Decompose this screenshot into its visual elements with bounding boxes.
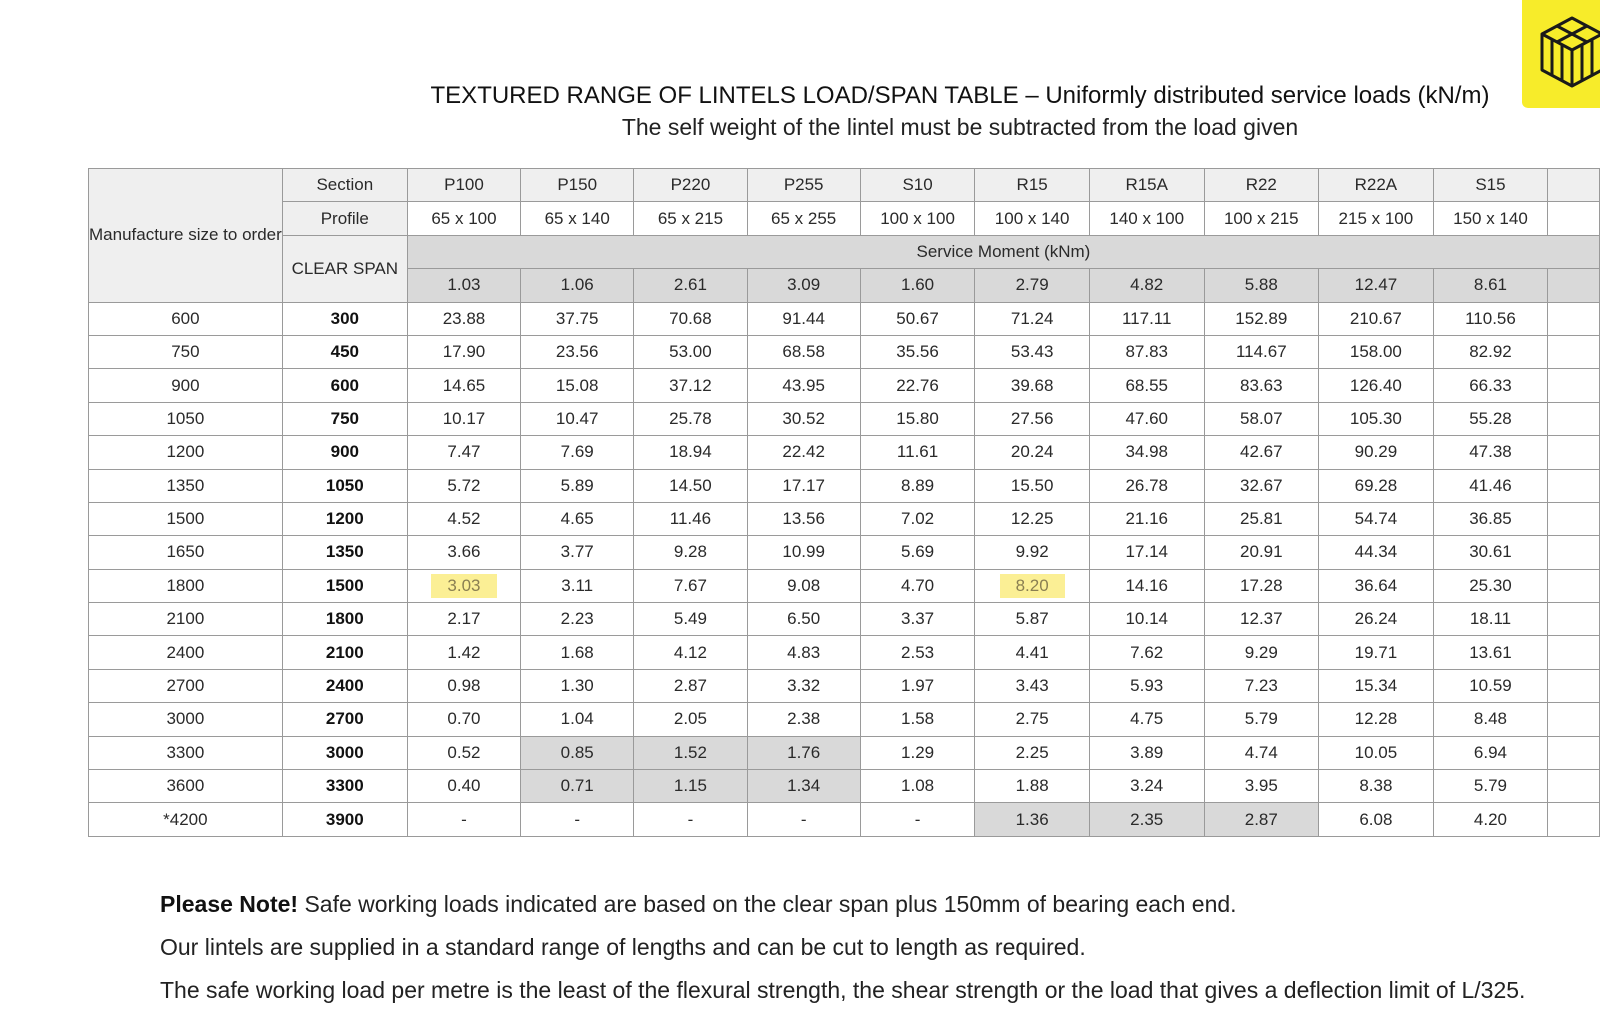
service-moment-cell: 1.03 bbox=[407, 269, 520, 302]
load-value-cell: 17.17 bbox=[747, 469, 860, 502]
edge-cell bbox=[1548, 202, 1600, 235]
load-value-cell: 25.81 bbox=[1204, 502, 1319, 535]
clear-span-cell: 750 bbox=[282, 402, 407, 435]
load-value-cell: 17.14 bbox=[1089, 536, 1204, 569]
load-value-cell: 54.74 bbox=[1319, 502, 1434, 535]
section-cell: S15 bbox=[1433, 169, 1548, 202]
manufacture-size-cell: 1350 bbox=[89, 469, 283, 502]
load-value-cell: 0.70 bbox=[407, 703, 520, 736]
load-value-cell: 68.58 bbox=[747, 335, 860, 368]
clear-span-cell: 3900 bbox=[282, 803, 407, 836]
manufacture-size-cell: 1800 bbox=[89, 569, 283, 602]
page-subtitle bbox=[0, 114, 1600, 141]
load-value-cell: 5.93 bbox=[1089, 669, 1204, 702]
page-title bbox=[0, 82, 1600, 110]
load-value-cell: 13.56 bbox=[747, 502, 860, 535]
service-moment-cell: 3.09 bbox=[747, 269, 860, 302]
load-value-cell: 2.87 bbox=[1204, 803, 1319, 836]
profile-cell: 140 x 100 bbox=[1089, 202, 1204, 235]
load-value-cell: 8.48 bbox=[1433, 703, 1548, 736]
load-value-cell: 5.79 bbox=[1433, 770, 1548, 803]
load-value-cell: 34.98 bbox=[1089, 436, 1204, 469]
load-value-cell: 0.71 bbox=[521, 770, 634, 803]
load-value-cell: 2.35 bbox=[1089, 803, 1204, 836]
load-value-cell: 4.41 bbox=[975, 636, 1090, 669]
load-value-cell: 17.28 bbox=[1204, 569, 1319, 602]
manufacture-size-cell: 2400 bbox=[89, 636, 283, 669]
profile-cell: 65 x 215 bbox=[634, 202, 747, 235]
load-value-cell: 36.64 bbox=[1319, 569, 1434, 602]
clear-span-cell: 300 bbox=[282, 302, 407, 335]
clear-span-cell: 900 bbox=[282, 436, 407, 469]
service-moment-cell: 1.06 bbox=[521, 269, 634, 302]
load-value-cell: 152.89 bbox=[1204, 302, 1319, 335]
load-value-cell: 1.34 bbox=[747, 770, 860, 803]
load-value-cell: 26.24 bbox=[1319, 603, 1434, 636]
profile-cell: 65 x 255 bbox=[747, 202, 860, 235]
isometric-cubes-icon bbox=[1540, 16, 1600, 88]
load-value-cell: 69.28 bbox=[1319, 469, 1434, 502]
load-value-cell: 90.29 bbox=[1319, 436, 1434, 469]
profile-cell: 100 x 215 bbox=[1204, 202, 1319, 235]
load-value-cell: 20.24 bbox=[975, 436, 1090, 469]
load-value-cell: 158.00 bbox=[1319, 335, 1434, 368]
load-value-cell: 5.72 bbox=[407, 469, 520, 502]
load-value-cell: 5.89 bbox=[521, 469, 634, 502]
load-value-cell: 19.71 bbox=[1319, 636, 1434, 669]
load-value-cell: 10.17 bbox=[407, 402, 520, 435]
load-value-cell: 25.78 bbox=[634, 402, 747, 435]
load-value-cell: 2.25 bbox=[975, 736, 1090, 769]
load-value-cell: 35.56 bbox=[860, 335, 975, 368]
load-span-table bbox=[88, 168, 1600, 837]
profile-cell: 65 x 140 bbox=[521, 202, 634, 235]
section-cell: P220 bbox=[634, 169, 747, 202]
load-value-cell: 3.77 bbox=[521, 536, 634, 569]
load-value-cell: 3.66 bbox=[407, 536, 520, 569]
manufacture-size-cell: 3300 bbox=[89, 736, 283, 769]
manufacture-size-cell: 600 bbox=[89, 302, 283, 335]
profile-row bbox=[89, 202, 1600, 235]
load-value-cell: 83.63 bbox=[1204, 369, 1319, 402]
clear-span-cell: 2400 bbox=[282, 669, 407, 702]
notes-section bbox=[160, 892, 1580, 1021]
note-text-3: The safe working load per metre is the least of the flexural strength, the shear strength or the load that gives a deflection limit of L/325. bbox=[160, 977, 1526, 1003]
edge-cell bbox=[1548, 603, 1600, 636]
section-cell: R15A bbox=[1089, 169, 1204, 202]
profile-label: Profile bbox=[282, 202, 407, 235]
load-value-cell: 3.95 bbox=[1204, 770, 1319, 803]
profile-cell: 100 x 100 bbox=[860, 202, 975, 235]
profile-cell: 100 x 140 bbox=[975, 202, 1090, 235]
load-value-cell: 1.68 bbox=[521, 636, 634, 669]
service-moment-cell: 8.61 bbox=[1433, 269, 1548, 302]
highlighted-load-cell bbox=[407, 569, 520, 602]
edge-cell bbox=[1548, 636, 1600, 669]
load-value-cell: 10.47 bbox=[521, 402, 634, 435]
load-value-cell: 68.55 bbox=[1089, 369, 1204, 402]
load-value-cell: 7.02 bbox=[860, 502, 975, 535]
load-value-cell: 37.12 bbox=[634, 369, 747, 402]
load-value-cell: 53.00 bbox=[634, 335, 747, 368]
note-lead: Please Note! bbox=[160, 891, 299, 917]
load-value-cell: 10.05 bbox=[1319, 736, 1434, 769]
subtitle-text: The self weight of the lintel must be subtracted from the load given bbox=[621, 114, 1299, 140]
load-value-cell: 12.28 bbox=[1319, 703, 1434, 736]
load-value-cell: 0.52 bbox=[407, 736, 520, 769]
load-value-cell: 11.61 bbox=[860, 436, 975, 469]
load-value-cell: - bbox=[860, 803, 975, 836]
load-value-cell: 55.28 bbox=[1433, 402, 1548, 435]
edge-cell bbox=[1548, 469, 1600, 502]
table-row bbox=[89, 402, 1600, 435]
load-value-cell: 0.85 bbox=[521, 736, 634, 769]
load-value-cell: 5.79 bbox=[1204, 703, 1319, 736]
load-value-cell: 11.46 bbox=[634, 502, 747, 535]
section-cell: R22 bbox=[1204, 169, 1319, 202]
load-value-cell: 1.08 bbox=[860, 770, 975, 803]
load-value-cell: 2.05 bbox=[634, 703, 747, 736]
load-value-cell: 2.87 bbox=[634, 669, 747, 702]
load-value-cell: 2.17 bbox=[407, 603, 520, 636]
load-value-cell: 3.37 bbox=[860, 603, 975, 636]
load-value-cell: 47.60 bbox=[1089, 402, 1204, 435]
note-line-1 bbox=[160, 892, 1580, 917]
load-value-cell: 5.49 bbox=[634, 603, 747, 636]
table-row bbox=[89, 436, 1600, 469]
profile-cell: 65 x 100 bbox=[407, 202, 520, 235]
manufacture-size-cell: 1650 bbox=[89, 536, 283, 569]
load-value-cell: 1.36 bbox=[975, 803, 1090, 836]
load-value-cell: 41.46 bbox=[1433, 469, 1548, 502]
load-value-cell: 82.92 bbox=[1433, 335, 1548, 368]
load-value-cell: 1.04 bbox=[521, 703, 634, 736]
manufacture-size-cell: 1050 bbox=[89, 402, 283, 435]
load-value-cell: - bbox=[634, 803, 747, 836]
highlighted-load-cell bbox=[975, 569, 1090, 602]
edge-cell bbox=[1548, 436, 1600, 469]
table-row bbox=[89, 369, 1600, 402]
load-value-cell: 3.89 bbox=[1089, 736, 1204, 769]
load-value-cell: 1.30 bbox=[521, 669, 634, 702]
load-value-cell: 37.75 bbox=[521, 302, 634, 335]
edge-cell bbox=[1548, 369, 1600, 402]
load-value-cell: 7.47 bbox=[407, 436, 520, 469]
load-value-cell: 15.34 bbox=[1319, 669, 1434, 702]
load-value-cell: 22.76 bbox=[860, 369, 975, 402]
load-value-cell: 15.08 bbox=[521, 369, 634, 402]
load-value-cell: 4.12 bbox=[634, 636, 747, 669]
load-value-cell: 1.76 bbox=[747, 736, 860, 769]
load-value-cell: 13.61 bbox=[1433, 636, 1548, 669]
load-value-cell: 5.87 bbox=[975, 603, 1090, 636]
clear-span-cell: 1350 bbox=[282, 536, 407, 569]
manufacture-size-cell: 2100 bbox=[89, 603, 283, 636]
table-row bbox=[89, 770, 1600, 803]
load-value-cell: 23.56 bbox=[521, 335, 634, 368]
load-value-cell: 2.38 bbox=[747, 703, 860, 736]
load-value-cell: 4.75 bbox=[1089, 703, 1204, 736]
load-value-cell: 114.67 bbox=[1204, 335, 1319, 368]
clear-span-cell: 450 bbox=[282, 335, 407, 368]
load-value-cell: 1.88 bbox=[975, 770, 1090, 803]
table-row bbox=[89, 469, 1600, 502]
note-text-1: Safe working loads indicated are based on the clear span plus 150mm of bearing each end. bbox=[304, 891, 1237, 917]
load-value-cell: 70.68 bbox=[634, 302, 747, 335]
load-value-cell: 4.52 bbox=[407, 502, 520, 535]
load-value-cell: 9.28 bbox=[634, 536, 747, 569]
manufacture-size-header: Manufacture size to order bbox=[89, 169, 283, 303]
load-value-cell: 2.53 bbox=[860, 636, 975, 669]
load-value-cell: 6.50 bbox=[747, 603, 860, 636]
load-value-cell: 105.30 bbox=[1319, 402, 1434, 435]
service-moment-cell: 5.88 bbox=[1204, 269, 1319, 302]
load-value: 3.03 bbox=[431, 574, 496, 598]
load-value-cell: 58.07 bbox=[1204, 402, 1319, 435]
section-cell: R22A bbox=[1319, 169, 1434, 202]
table-row bbox=[89, 302, 1600, 335]
load-value-cell: 39.68 bbox=[975, 369, 1090, 402]
load-value-cell: 18.94 bbox=[634, 436, 747, 469]
edge-cell bbox=[1548, 536, 1600, 569]
load-value-cell: 47.38 bbox=[1433, 436, 1548, 469]
service-moment-row bbox=[89, 235, 1600, 268]
service-moment-header: Service Moment (kNm) bbox=[407, 235, 1599, 268]
load-value-cell: 1.42 bbox=[407, 636, 520, 669]
load-value-cell: 1.15 bbox=[634, 770, 747, 803]
load-value-cell: 18.11 bbox=[1433, 603, 1548, 636]
clear-span-header: CLEAR SPAN bbox=[282, 235, 407, 302]
edge-cell bbox=[1548, 402, 1600, 435]
edge-cell bbox=[1548, 169, 1600, 202]
table-row bbox=[89, 669, 1600, 702]
load-value-cell: 0.40 bbox=[407, 770, 520, 803]
edge-cell bbox=[1548, 335, 1600, 368]
service-moment-cell: 2.79 bbox=[975, 269, 1090, 302]
load-value-cell: 4.20 bbox=[1433, 803, 1548, 836]
load-value-cell: - bbox=[521, 803, 634, 836]
load-value-cell: 10.14 bbox=[1089, 603, 1204, 636]
load-value-cell: 1.58 bbox=[860, 703, 975, 736]
load-value-cell: 21.16 bbox=[1089, 502, 1204, 535]
load-value-cell: 23.88 bbox=[407, 302, 520, 335]
load-value-cell: 10.59 bbox=[1433, 669, 1548, 702]
load-value-cell: 1.29 bbox=[860, 736, 975, 769]
load-value-cell: - bbox=[747, 803, 860, 836]
edge-cell bbox=[1548, 803, 1600, 836]
load-value-cell: 9.29 bbox=[1204, 636, 1319, 669]
table-row bbox=[89, 569, 1600, 602]
clear-span-cell: 3300 bbox=[282, 770, 407, 803]
section-cell: R15 bbox=[975, 169, 1090, 202]
table-row bbox=[89, 603, 1600, 636]
load-value-cell: 2.75 bbox=[975, 703, 1090, 736]
load-value-cell: 8.38 bbox=[1319, 770, 1434, 803]
manufacture-size-cell: 3600 bbox=[89, 770, 283, 803]
table-row bbox=[89, 636, 1600, 669]
load-value-cell: 0.98 bbox=[407, 669, 520, 702]
manufacture-size-cell: 900 bbox=[89, 369, 283, 402]
load-value-cell: 17.90 bbox=[407, 335, 520, 368]
edge-cell bbox=[1548, 269, 1600, 302]
edge-cell bbox=[1548, 703, 1600, 736]
section-cell: S10 bbox=[860, 169, 975, 202]
clear-span-cell: 3000 bbox=[282, 736, 407, 769]
load-value-cell: 25.30 bbox=[1433, 569, 1548, 602]
load-value-cell: 32.67 bbox=[1204, 469, 1319, 502]
edge-cell bbox=[1548, 669, 1600, 702]
section-label: Section bbox=[282, 169, 407, 202]
load-value-cell: 4.83 bbox=[747, 636, 860, 669]
load-value-cell: 27.56 bbox=[975, 402, 1090, 435]
load-value-cell: 66.33 bbox=[1433, 369, 1548, 402]
manufacture-size-cell: 750 bbox=[89, 335, 283, 368]
load-value-cell: 15.50 bbox=[975, 469, 1090, 502]
load-value-cell: 15.80 bbox=[860, 402, 975, 435]
table-row bbox=[89, 502, 1600, 535]
load-value-cell: 36.85 bbox=[1433, 502, 1548, 535]
load-value-cell: 8.89 bbox=[860, 469, 975, 502]
note-line-3 bbox=[160, 978, 1580, 1003]
clear-span-cell: 1800 bbox=[282, 603, 407, 636]
load-value-cell: 4.74 bbox=[1204, 736, 1319, 769]
clear-span-cell: 2700 bbox=[282, 703, 407, 736]
section-row bbox=[89, 169, 1600, 202]
section-cell: P150 bbox=[521, 169, 634, 202]
manufacture-size-cell: 1500 bbox=[89, 502, 283, 535]
load-value-cell: 210.67 bbox=[1319, 302, 1434, 335]
load-value-cell: 30.61 bbox=[1433, 536, 1548, 569]
table-row bbox=[89, 803, 1600, 836]
load-value-cell: 1.52 bbox=[634, 736, 747, 769]
load-value-cell: 5.69 bbox=[860, 536, 975, 569]
title-text: TEXTURED RANGE OF LINTELS LOAD/SPAN TABLE – Uniformly distributed service loads (kN/m) bbox=[430, 82, 1490, 109]
table-row bbox=[89, 703, 1600, 736]
load-value-cell: 14.50 bbox=[634, 469, 747, 502]
profile-cell: 215 x 100 bbox=[1319, 202, 1434, 235]
load-value-cell: 9.08 bbox=[747, 569, 860, 602]
note-text-2: Our lintels are supplied in a standard range of lengths and can be cut to length as required. bbox=[160, 934, 1086, 960]
load-value-cell: 2.23 bbox=[521, 603, 634, 636]
load-value-cell: 53.43 bbox=[975, 335, 1090, 368]
load-value-cell: 14.16 bbox=[1089, 569, 1204, 602]
load-value-cell: - bbox=[407, 803, 520, 836]
load-value-cell: 3.32 bbox=[747, 669, 860, 702]
load-value-cell: 50.67 bbox=[860, 302, 975, 335]
load-value-cell: 3.24 bbox=[1089, 770, 1204, 803]
clear-span-cell: 600 bbox=[282, 369, 407, 402]
clear-span-cell: 1200 bbox=[282, 502, 407, 535]
load-value-cell: 3.11 bbox=[521, 569, 634, 602]
clear-span-cell: 1050 bbox=[282, 469, 407, 502]
load-value-cell: 87.83 bbox=[1089, 335, 1204, 368]
load-value-cell: 6.08 bbox=[1319, 803, 1434, 836]
load-value-cell: 91.44 bbox=[747, 302, 860, 335]
load-value-cell: 7.67 bbox=[634, 569, 747, 602]
load-value-cell: 126.40 bbox=[1319, 369, 1434, 402]
table-row bbox=[89, 736, 1600, 769]
load-value-cell: 7.62 bbox=[1089, 636, 1204, 669]
service-moment-cell: 2.61 bbox=[634, 269, 747, 302]
load-value-cell: 4.70 bbox=[860, 569, 975, 602]
load-value-cell: 12.25 bbox=[975, 502, 1090, 535]
clear-span-cell: 1500 bbox=[282, 569, 407, 602]
load-value-cell: 117.11 bbox=[1089, 302, 1204, 335]
manufacture-size-cell: 3000 bbox=[89, 703, 283, 736]
service-moment-cell: 12.47 bbox=[1319, 269, 1434, 302]
load-value-cell: 12.37 bbox=[1204, 603, 1319, 636]
manufacture-size-cell: *4200 bbox=[89, 803, 283, 836]
load-value-cell: 7.69 bbox=[521, 436, 634, 469]
service-moment-cell: 1.60 bbox=[860, 269, 975, 302]
edge-cell bbox=[1548, 736, 1600, 769]
load-value-cell: 110.56 bbox=[1433, 302, 1548, 335]
edge-cell bbox=[1548, 770, 1600, 803]
edge-cell bbox=[1548, 569, 1600, 602]
load-value-cell: 20.91 bbox=[1204, 536, 1319, 569]
edge-cell bbox=[1548, 302, 1600, 335]
load-value-cell: 26.78 bbox=[1089, 469, 1204, 502]
edge-cell bbox=[1548, 502, 1600, 535]
table-row bbox=[89, 335, 1600, 368]
service-moment-cell: 4.82 bbox=[1089, 269, 1204, 302]
load-value-cell: 6.94 bbox=[1433, 736, 1548, 769]
load-value-cell: 42.67 bbox=[1204, 436, 1319, 469]
load-value-cell: 1.97 bbox=[860, 669, 975, 702]
section-cell: P100 bbox=[407, 169, 520, 202]
load-value-cell: 14.65 bbox=[407, 369, 520, 402]
load-value-cell: 71.24 bbox=[975, 302, 1090, 335]
load-value-cell: 10.99 bbox=[747, 536, 860, 569]
profile-cell: 150 x 140 bbox=[1433, 202, 1548, 235]
table-row bbox=[89, 536, 1600, 569]
load-value-cell: 43.95 bbox=[747, 369, 860, 402]
load-value-cell: 9.92 bbox=[975, 536, 1090, 569]
clear-span-cell: 2100 bbox=[282, 636, 407, 669]
load-value-cell: 4.65 bbox=[521, 502, 634, 535]
manufacture-size-cell: 1200 bbox=[89, 436, 283, 469]
load-value-cell: 22.42 bbox=[747, 436, 860, 469]
load-value-cell: 3.43 bbox=[975, 669, 1090, 702]
manufacture-size-cell: 2700 bbox=[89, 669, 283, 702]
load-value-cell: 44.34 bbox=[1319, 536, 1434, 569]
note-line-2 bbox=[160, 935, 1580, 960]
load-value: 8.20 bbox=[1000, 574, 1065, 598]
section-cell: P255 bbox=[747, 169, 860, 202]
load-value-cell: 30.52 bbox=[747, 402, 860, 435]
load-value-cell: 7.23 bbox=[1204, 669, 1319, 702]
